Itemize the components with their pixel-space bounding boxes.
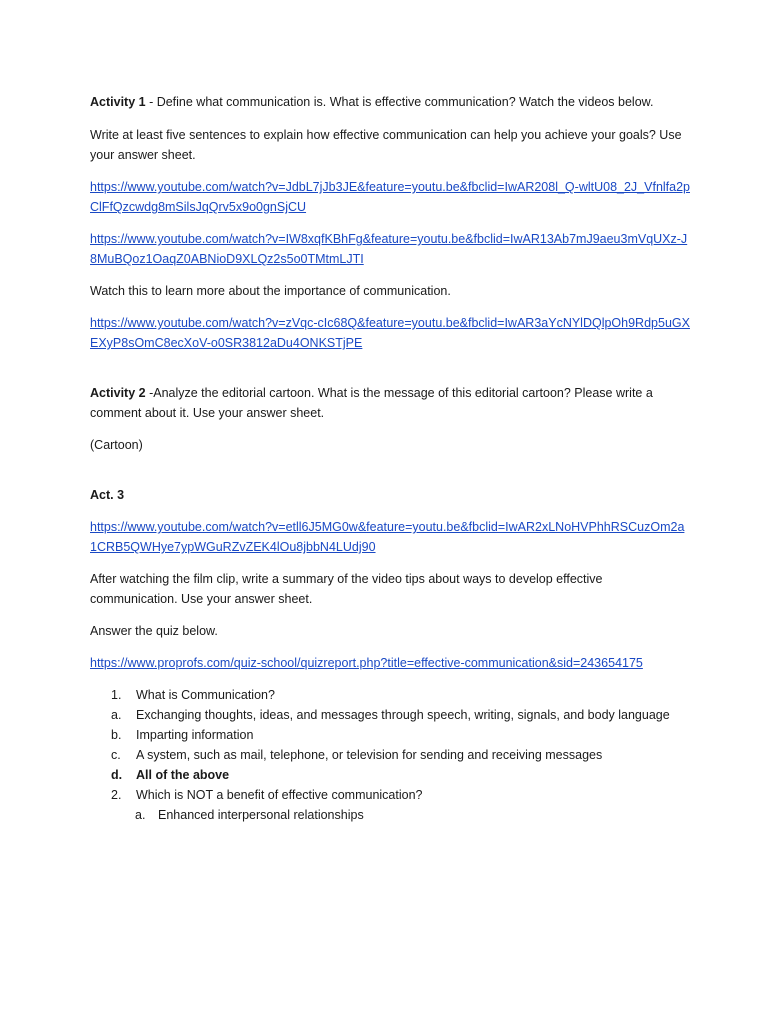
quiz-item-marker: d. (111, 768, 123, 782)
quiz-item (90, 785, 690, 805)
quiz-item-marker: 2. (111, 788, 122, 802)
watch-instruction: Watch this to learn more about the importance of communication. (90, 284, 451, 298)
activity1-instruction: Write at least five sentences to explain how effective communication can help you achieve your goals? Use your answer sheet. (90, 128, 682, 162)
quiz-item-text: Which is NOT a benefit of effective communication? (136, 788, 423, 802)
video-link-2[interactable]: https://www.youtube.com/watch?v=IW8xqfKBhFg&feature=youtu.be&fbclid=IwAR13Ab7mJ9aeu3mVqUXz-J8MuBQoz1OaqZ0ABNioD9XLQz2s5o0TMtmLJTI (90, 232, 688, 266)
quiz-item-text: Exchanging thoughts, ideas, and messages through speech, writing, signals, and body language (136, 708, 670, 722)
quiz-item (90, 705, 690, 725)
video-link-4[interactable]: https://www.youtube.com/watch?v=etll6J5MG0w&feature=youtu.be&fbclid=IwAR2xLNoHVPhhRSCuzOm2a1CRB5QWHye7ypWGuRZvZEK4lOu8jbbN4LUdj90 (90, 520, 685, 554)
quiz-link[interactable]: https://www.proprofs.com/quiz-school/quizreport.php?title=effective-communication&sid=243654175 (90, 656, 643, 670)
quiz-list (90, 685, 690, 825)
quiz-item-marker: c. (111, 748, 121, 762)
quiz-item-text: A system, such as mail, telephone, or television for sending and receiving messages (136, 748, 603, 762)
quiz-item (90, 725, 690, 745)
quiz-item-text: Enhanced interpersonal relationships (158, 808, 364, 822)
quiz-item-text: All of the above (136, 768, 230, 782)
quiz-item-marker: 1. (111, 688, 122, 702)
cartoon-placeholder: (Cartoon) (90, 438, 143, 452)
activity3-heading: Act. 3 (90, 488, 125, 502)
quiz-item-text: What is Communication? (136, 688, 275, 702)
document-page (90, 92, 690, 825)
quiz-item-marker: a. (135, 808, 146, 822)
activity1-label: Activity 1 (90, 95, 146, 109)
quiz-intro: Answer the quiz below. (90, 624, 218, 638)
quiz-item (90, 685, 690, 705)
video-link-3[interactable]: https://www.youtube.com/watch?v=zVqc-cIc68Q&feature=youtu.be&fbclid=IwAR3aYcNYlDQlpOh9Rdp5uGXEXyP8sOmC8ecXoV-o0SR3812aDu4ONKSTjPE (90, 316, 690, 350)
summary-instruction: After watching the film clip, write a summary of the video tips about ways to develop effective communication. Use your answer sheet. (90, 572, 603, 606)
quiz-item-text: Imparting information (136, 728, 254, 742)
quiz-item-marker: a. (111, 708, 122, 722)
quiz-item (90, 805, 690, 825)
activity2-text: -Analyze the editorial cartoon. What is the message of this editorial cartoon? Please write a comment about it. Use your answer sheet. (90, 386, 653, 420)
activity2-label: Activity 2 (90, 386, 146, 400)
activity1-text: - Define what communication is. What is effective communication? Watch the videos below. (145, 95, 654, 109)
quiz-item (90, 765, 690, 785)
activity1-heading (90, 92, 690, 112)
video-link-1[interactable]: https://www.youtube.com/watch?v=JdbL7jJb3JE&feature=youtu.be&fbclid=IwAR208l_Q-wltU08_2J_Vfnlfa2pClFfQzcwdg8mSilsJqQrv5x9o0gnSjCU (90, 180, 690, 214)
quiz-item (90, 745, 690, 765)
quiz-item-marker: b. (111, 728, 122, 742)
activity2-heading (90, 383, 690, 423)
